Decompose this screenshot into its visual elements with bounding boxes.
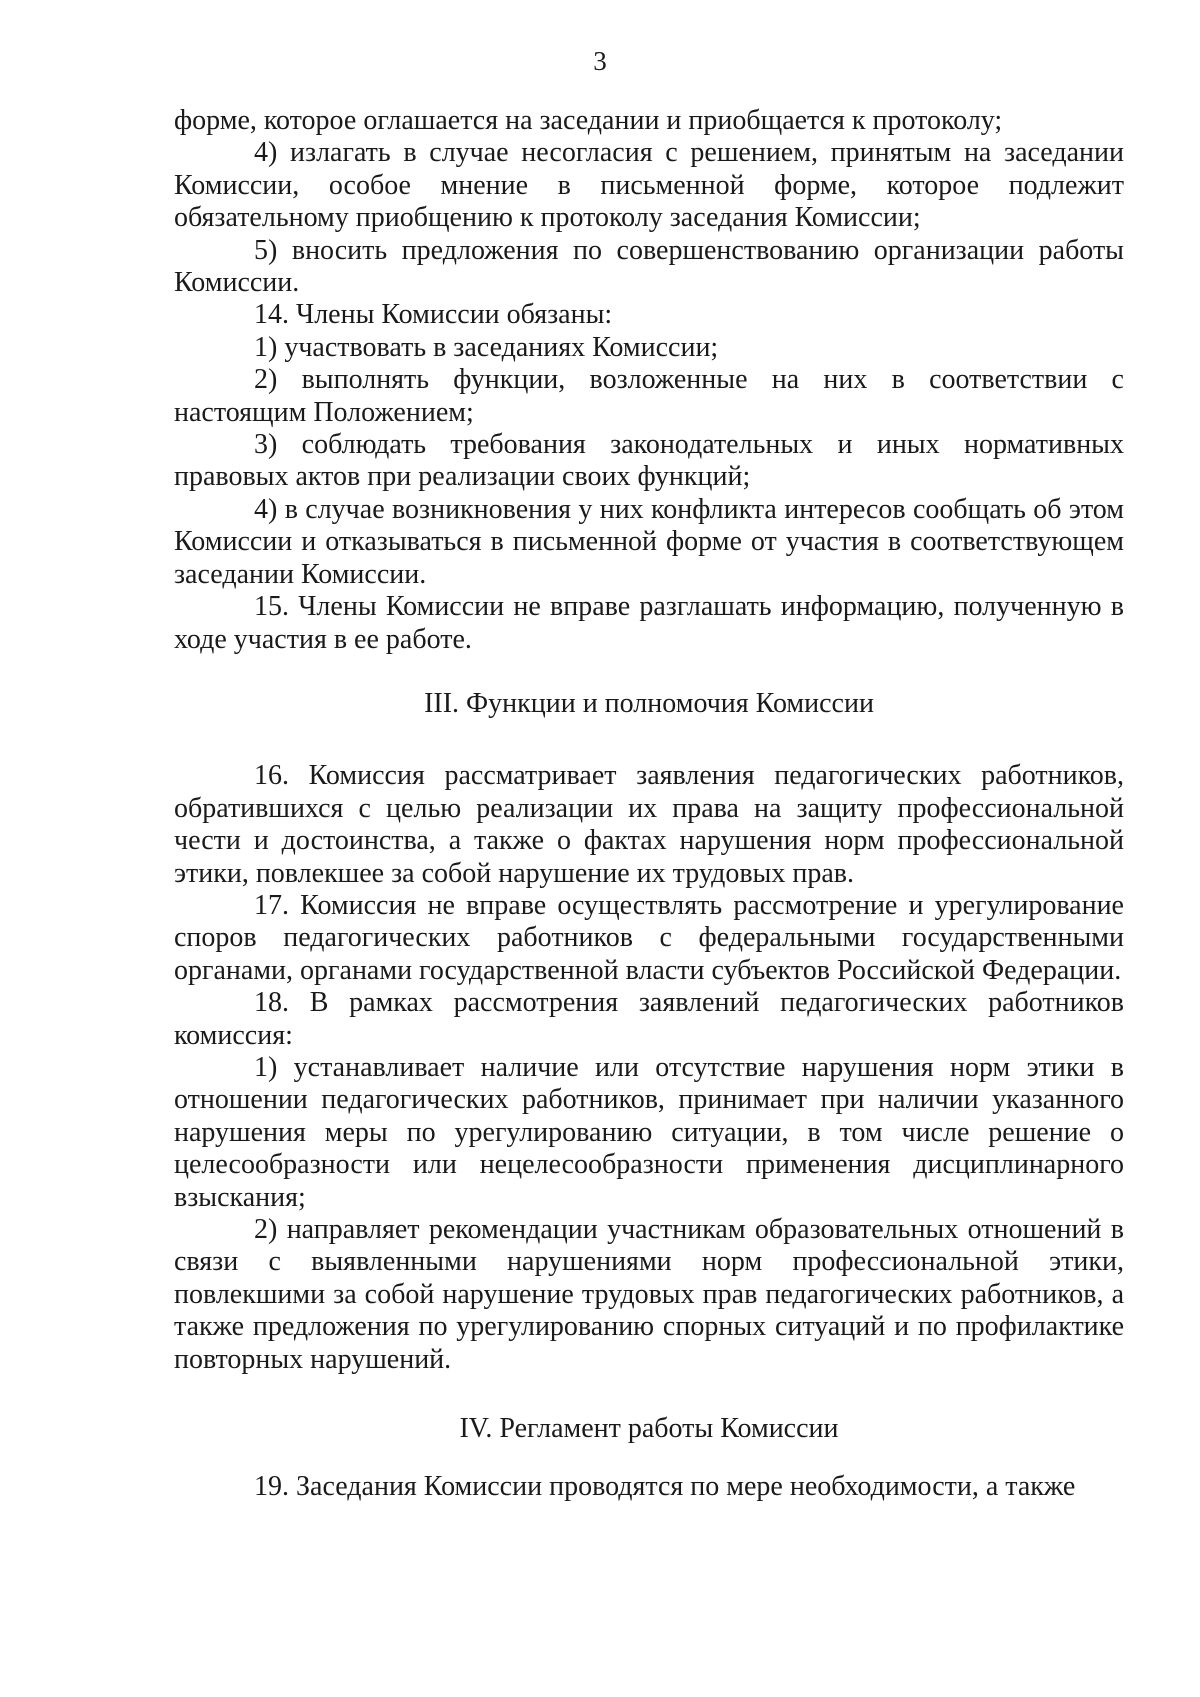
paragraph-14-2: 2) выполнять функции, возложенные на них в соответствии с настоящим Положением; [174,364,1124,428]
paragraph-15: 15. Члены Комиссии не вправе разглашать информацию, полученную в ходе участия в ее работе. [174,591,1124,655]
paragraph-13-5: 5) вносить предложения по совершенствованию организации работы Комиссии. [174,234,1124,299]
paragraph-17: 17. Комиссия не вправе осуществлять рассмотрение и урегулирование споров педагогических работников с федеральными государственными органами, органами государственной власти субъектов Российской Федерации. [174,889,1124,986]
paragraph-18-2: 2) направляет рекомендации участникам образовательных отношений в связи с выявленными нарушениями норм профессиональной этики, повлекшими за собой нарушение трудовых прав педагогических работников, а также предложения по урегулированию спорных ситуаций и по профилактике повторных нарушений. [174,1214,1124,1375]
document-body [174,105,1124,1504]
paragraph-16: 16. Комиссия рассматривает заявления педагогических работников, обратившихся с целью реализации их права на защиту профессиональной чести и достоинства, а также о фактах нарушения норм профессиональной этики, повлекшее за собой нарушение их трудовых прав. [174,760,1124,889]
paragraph-14-4: 4) в случае возникновения у них конфликта интересов сообщать об этом Комиссии и отказываться в письменной форме от участия в соответствующем заседании Комиссии. [174,493,1124,590]
paragraph-14-3: 3) соблюдать требования законодательных и иных нормативных правовых актов при реализации своих функций; [174,429,1124,493]
paragraph-14: 14. Члены Комиссии обязаны: [254,299,613,331]
section-heading-4: IV. Регламент работы Комиссии [459,1413,839,1445]
paragraph-19: 19. Заседания Комиссии проводятся по мере необходимости, а также [254,1471,1076,1503]
paragraph-13-4: 4) излагать в случае несогласия с решением, принятым на заседании Комиссии, особое мнение в письменной форме, которое подлежит обязательному приобщению к протоколу заседания Комиссии; [174,137,1124,234]
paragraph-13-3-continued: форме, которое оглашается на заседании и приобщается к протоколу; [174,105,1003,136]
section-heading-3: III. Функции и полномочия Комиссии [424,687,874,719]
paragraph-14-1: 1) участвовать в заседаниях Комиссии; [254,331,719,363]
paragraph-18-1: 1) устанавливает наличие или отсутствие нарушения норм этики в отношении педагогических работников, принимает при наличии указанного нарушения меры по урегулированию ситуации, в том числе решение о целесообразности или нецелесообразности применения дисциплинарного взыскания; [174,1051,1124,1213]
page-number: 3 [593,46,607,76]
paragraph-18: 18. В рамках рассмотрения заявлений педагогических работников комиссия: [174,987,1124,1051]
